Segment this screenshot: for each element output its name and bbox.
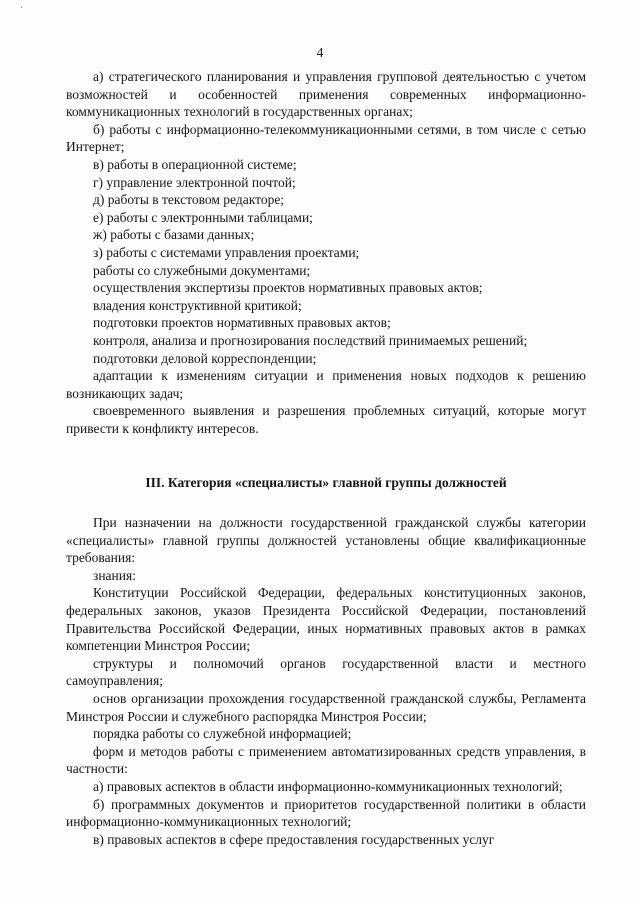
paragraph: а) стратегического планирования и управления групповой деятельностью с учетом возможностей и особенностей применения современных информационно-коммуникационных технологий в государственных органах;: [66, 69, 586, 120]
document-body: [66, 68, 586, 848]
paragraph: адаптации к изменениям ситуации и применения новых подходов к решению возникающих задач;: [66, 368, 586, 401]
paragraph: ж) работы с базами данных;: [93, 227, 255, 243]
paragraph: контроля, анализа и прогнозирования последствий принимаемых решений;: [93, 332, 528, 348]
paragraph: своевременного выявления и разрешения проблемных ситуаций, которые могут привести к конфликту интересов.: [66, 403, 586, 436]
paragraph: При назначении на должности государственной гражданской службы категории «специалисты» главной группы должностей установлены общие квалификационные требования:: [66, 515, 586, 566]
page-number: 4: [316, 45, 324, 60]
paragraph: Конституции Российской Федерации, федеральных конституционных законов, федеральных законов, указов Президента Российской Федерации, постановлений Правительства Российской Федерации, иных нормативных правовых актов в рамках компетенции Минстроя России;: [66, 585, 586, 654]
skills-list: [66, 68, 586, 437]
paragraph: в) правовых аспектов в сфере предоставления государственных услуг: [93, 831, 495, 847]
paragraph: а) правовых аспектов в области информационно-коммуникационных технологий;: [93, 778, 563, 794]
paragraph: б) программных документов и приоритетов государственной политики в области информационно-коммуникационных технологий;: [66, 796, 586, 830]
paragraph: б) работы с информационно-телекоммуникационными сетями, в том числе с сетью Интернет;: [66, 121, 586, 155]
paragraph: д) работы в текстовом редакторе;: [93, 192, 285, 208]
paragraph: осуществления экспертизы проектов нормативных правовых актов;: [93, 280, 483, 296]
paragraph: основ организации прохождения государственной гражданской службы, Регламента Минстроя России и служебного распорядка Минстроя России;: [66, 691, 586, 724]
paragraph: подготовки деловой корреспонденции;: [93, 350, 317, 366]
paragraph: владения конструктивной критикой;: [93, 297, 302, 313]
paragraph: порядка работы со служебной информацией;: [93, 726, 352, 742]
requirements-list: [66, 514, 586, 848]
paragraph: е) работы с электронными таблицами;: [93, 209, 313, 225]
paragraph: знания:: [93, 567, 136, 583]
paragraph: структуры и полномочий органов государственной власти и местного самоуправления;: [66, 655, 586, 689]
section-heading: III. Категория «специалисты» главной группы должностей: [145, 475, 507, 491]
paragraph: форм и методов работы с применением автоматизированных средств управления, в частности:: [66, 743, 586, 777]
scan-mark: ·: [20, 3, 24, 14]
paragraph: в) работы в операционной системе;: [93, 156, 297, 172]
paragraph: работы со служебными документами;: [93, 262, 311, 278]
paragraph: подготовки проектов нормативных правовых актов;: [93, 315, 391, 331]
paragraph: г) управление электронной почтой;: [93, 174, 296, 190]
paragraph: з) работы с системами управления проектами;: [93, 244, 360, 260]
